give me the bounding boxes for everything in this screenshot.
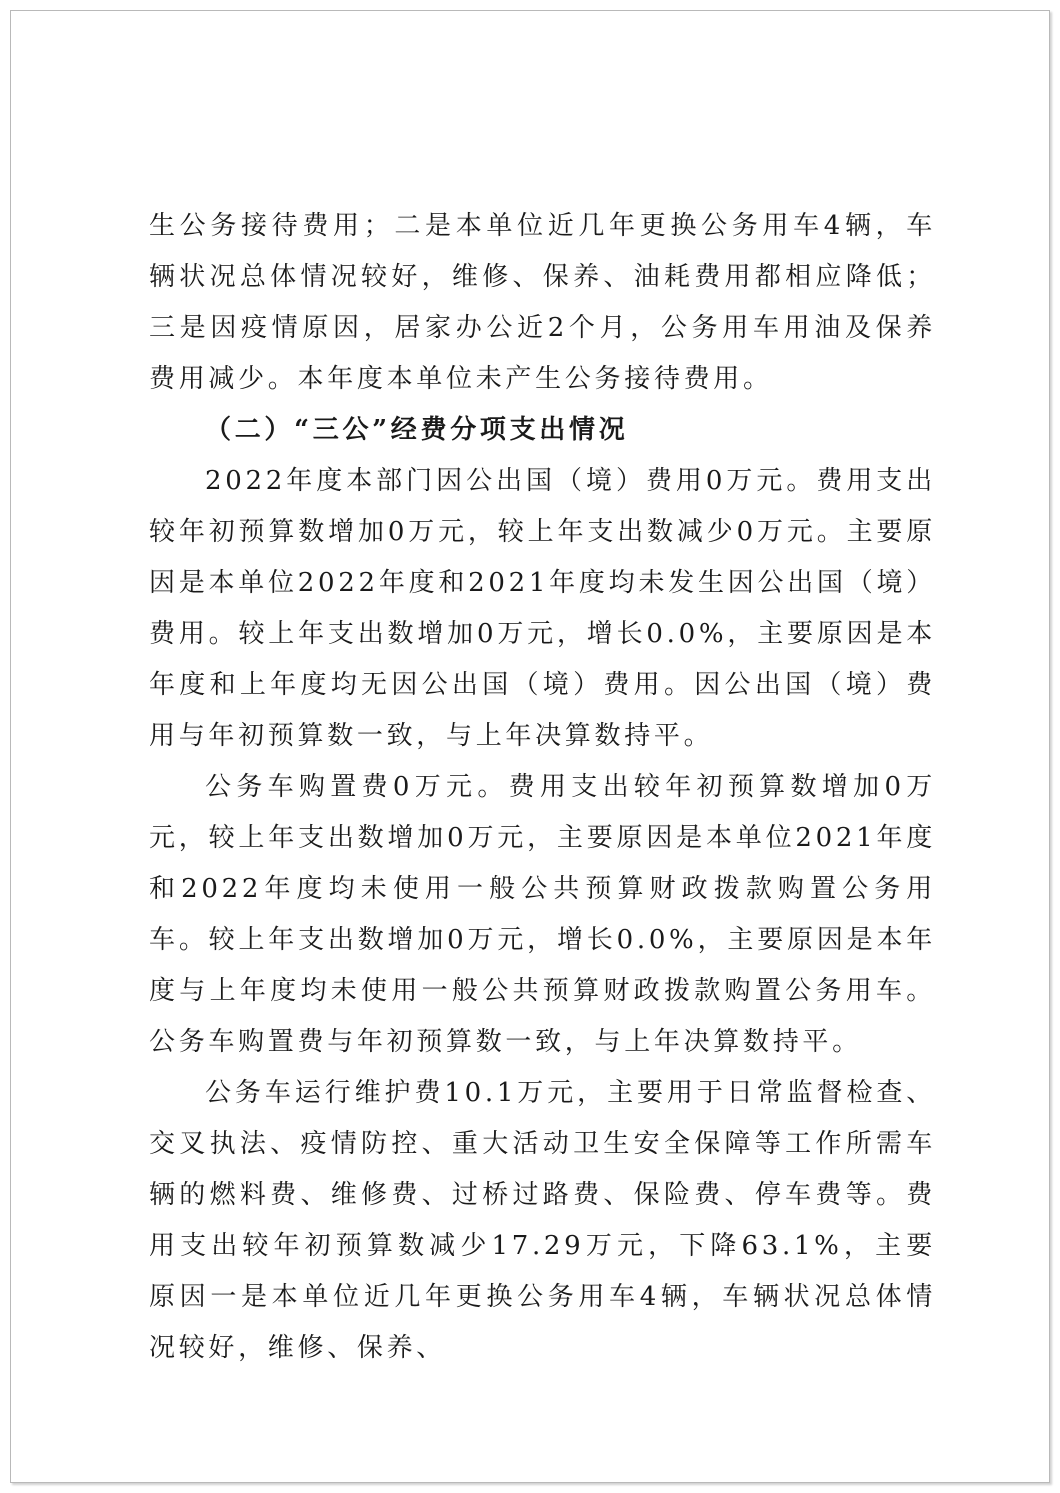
- paragraph-vehicle-maintenance: 公务车运行维护费10.1万元，主要用于日常监督检查、交叉执法、疫情防控、重大活动卫生安全保障等工作所需车辆的燃料费、维修费、过桥过路费、保险费、停车费等。费用支出较年初预算数减少17.29万元，下降63.1%，主要原因一是本单位近几年更换公务用车4辆，车辆状况总体情况较好，维修、保养、: [149, 1078, 936, 1363]
- document-body: [149, 201, 936, 1374]
- section-heading: （二）“三公”经费分项支出情况: [205, 415, 629, 445]
- paragraph-continuation: 生公务接待费用；二是本单位近几年更换公务用车4辆，车辆状况总体情况较好，维修、保养、油耗费用都相应降低；三是因疫情原因，居家办公近2个月，公务用车用油及保养费用减少。本年度本单位未产生公务接待费用。: [149, 211, 936, 394]
- paragraph-overseas-expense: 2022年度本部门因公出国（境）费用0万元。费用支出较年初预算数增加0万元，较上年支出数减少0万元。主要原因是本单位2022年度和2021年度均未发生因公出国（境）费用。较上年支出数增加0万元，增长0.0%，主要原因是本年度和上年度均无因公出国（境）费用。因公出国（境）费用与年初预算数一致，与上年决算数持平。: [149, 466, 936, 751]
- document-page: [10, 10, 1050, 1483]
- paragraph-vehicle-purchase: 公务车购置费0万元。费用支出较年初预算数增加0万元，较上年支出数增加0万元，主要原因是本单位2021年度和2022年度均未使用一般公共预算财政拨款购置公务用车。较上年支出数增加0万元，增长0.0%，主要原因是本年度与上年度均未使用一般公共预算财政拨款购置公务用车。公务车购置费与年初预算数一致，与上年决算数持平。: [149, 772, 936, 1057]
